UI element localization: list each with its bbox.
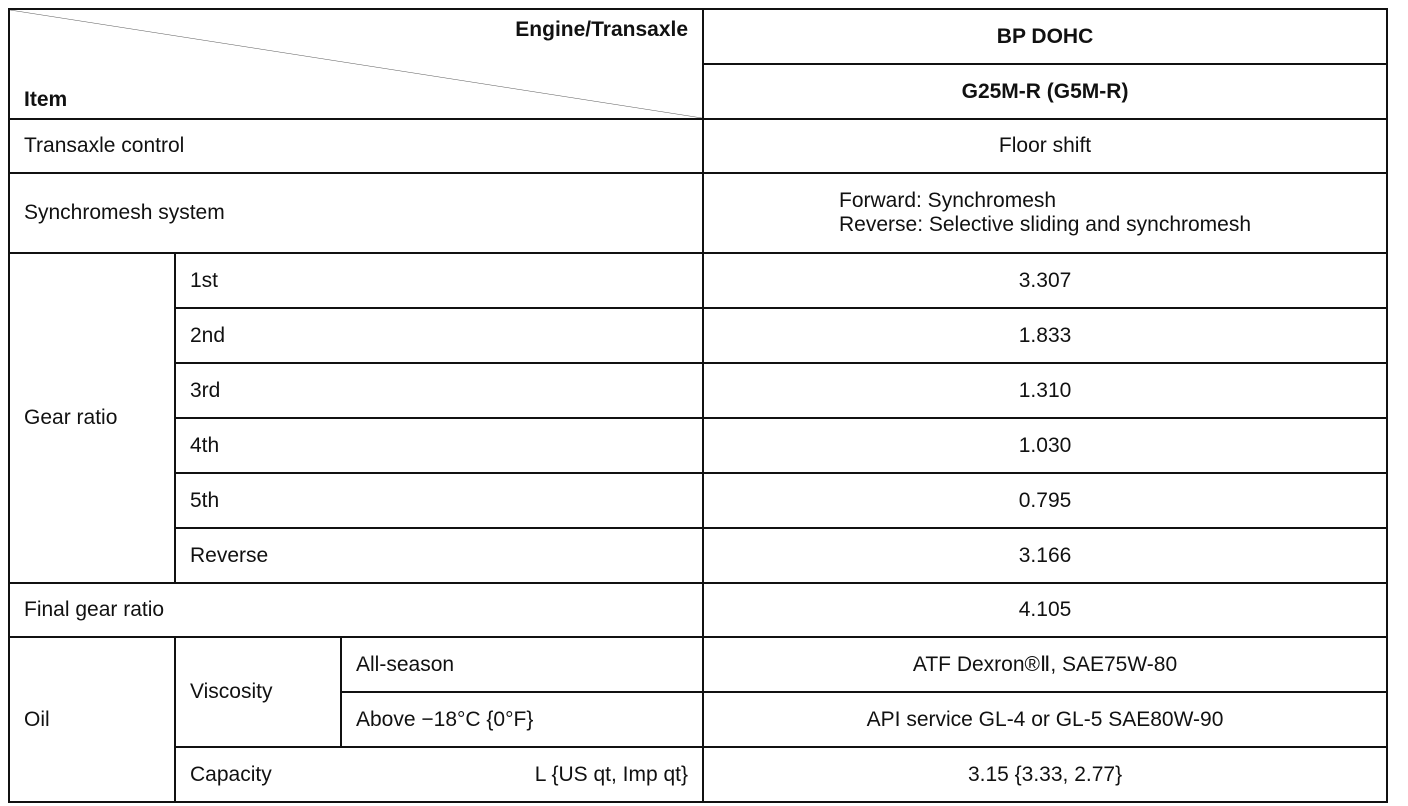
table-row: [9, 637, 1387, 692]
table-row: [9, 473, 1387, 528]
gear-name: 5th: [175, 473, 703, 528]
gear-value: 0.795: [703, 473, 1387, 528]
oil-label: Oil: [9, 637, 175, 802]
all-season-value: ATF Dexron®Ⅱ, SAE75W-80: [703, 637, 1387, 692]
gear-name: 2nd: [175, 308, 703, 363]
viscosity-label: Viscosity: [175, 637, 341, 747]
all-season-label: All-season: [341, 637, 703, 692]
synchromesh-forward: Forward: Synchromesh: [839, 188, 1057, 212]
gear-name: Reverse: [175, 528, 703, 583]
gear-name: 4th: [175, 418, 703, 473]
table-row: [9, 173, 1387, 253]
gear-value: 1.310: [703, 363, 1387, 418]
table-row: [9, 528, 1387, 583]
synchromesh-label: Synchromesh system: [9, 173, 703, 253]
table-row: [9, 583, 1387, 637]
capacity-label: Capacity: [190, 762, 272, 786]
synchromesh-reverse: Reverse: Selective sliding and synchromesh: [839, 213, 1252, 236]
item-header: Item: [24, 88, 68, 111]
table-row: [9, 418, 1387, 473]
table-row: [9, 747, 1387, 802]
table-row: [9, 363, 1387, 418]
transaxle-control-label: Transaxle control: [9, 119, 703, 173]
gear-name: 1st: [175, 253, 703, 308]
final-gear-ratio-label: Final gear ratio: [9, 583, 703, 637]
transaxle-control-value: Floor shift: [703, 119, 1387, 173]
final-gear-ratio-value: 4.105: [703, 583, 1387, 637]
engine-header: BP DOHC: [703, 9, 1387, 64]
spec-table: [8, 8, 1388, 803]
table-row: [9, 119, 1387, 173]
engine-transaxle-header: Engine/Transaxle: [515, 18, 689, 41]
capacity-cell: [175, 747, 703, 802]
gear-value: 1.030: [703, 418, 1387, 473]
capacity-unit: L {US qt, Imp qt}: [534, 762, 689, 786]
capacity-value: 3.15 {3.33, 2.77}: [703, 747, 1387, 802]
gear-value: 3.166: [703, 528, 1387, 583]
synchromesh-value: [703, 173, 1387, 253]
above-temp-label: Above −18°C {0°F}: [341, 692, 703, 747]
table-row: [9, 253, 1387, 308]
header-diagonal-cell: [9, 9, 703, 119]
gear-value: 1.833: [703, 308, 1387, 363]
header-row-1: [9, 9, 1387, 64]
table-row: [9, 308, 1387, 363]
transaxle-header: G25M-R (G5M-R): [703, 64, 1387, 119]
gear-value: 3.307: [703, 253, 1387, 308]
gear-name: 3rd: [175, 363, 703, 418]
gear-ratio-label: Gear ratio: [9, 253, 175, 583]
above-temp-value: API service GL-4 or GL-5 SAE80W-90: [703, 692, 1387, 747]
